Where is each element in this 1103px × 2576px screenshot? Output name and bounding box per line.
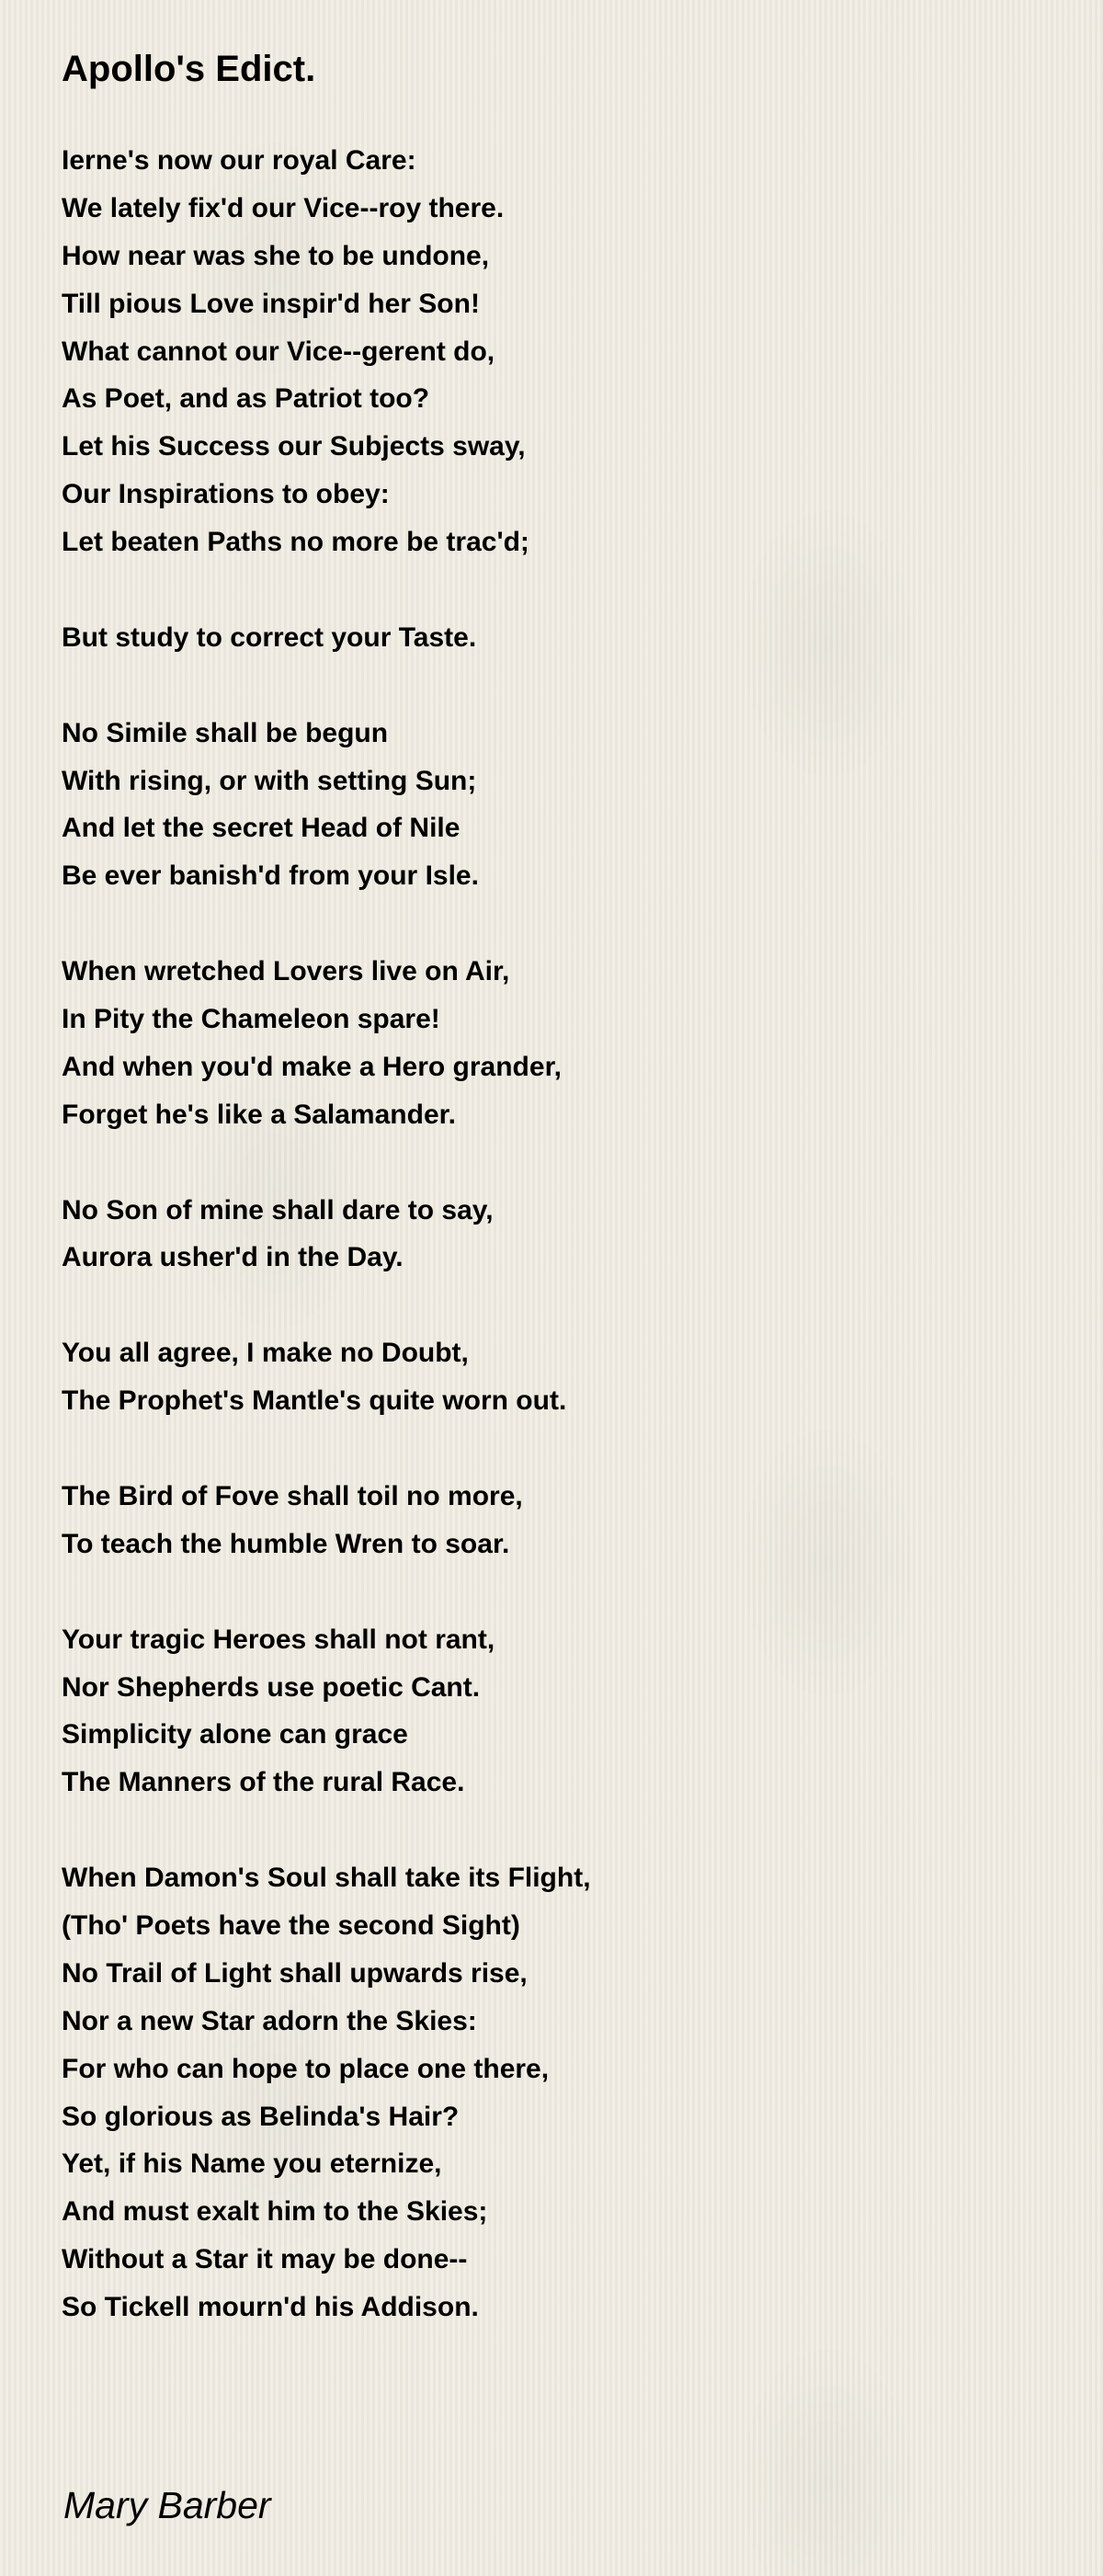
poem-line: Yet, if his Name you eternize, [62, 2149, 442, 2180]
poem-title: Apollo's Edict. [62, 49, 316, 89]
stanza-break [62, 566, 1073, 614]
poem-line: No Trail of Light shall upwards rise, [62, 1957, 528, 1989]
poem-body [62, 137, 1073, 2331]
poem-line: Nor a new Star adorn the Skies: [62, 2005, 477, 2036]
poem-line: Without a Star it may be done-- [62, 2244, 468, 2275]
stanza-break [62, 662, 1073, 710]
poem-line: As Poet, and as Patriot too? [62, 383, 430, 415]
poem-line: And when you'd make a Hero grander, [62, 1051, 562, 1082]
poem-line: And let the secret Head of Nile [62, 813, 461, 844]
poem-line: With rising, or with setting Sun; [62, 765, 477, 796]
stanza-break [62, 1807, 1073, 1854]
stanza-break [62, 1139, 1073, 1187]
poem-line: Ierne's now our royal Care: [62, 145, 416, 176]
poem-line: When Damon's Soul shall take its Flight, [62, 1863, 591, 1894]
poem-line: What cannot our Vice--gerent do, [62, 336, 495, 367]
poem-line: Our Inspirations to obey: [62, 479, 390, 510]
poem-line: Let beaten Paths no more be trac'd; [62, 527, 529, 558]
poem-line: Forget he's like a Salamander. [62, 1099, 456, 1130]
poem-line: But study to correct your Taste. [62, 621, 477, 653]
poem-line: How near was she to be undone, [62, 240, 490, 271]
poem-line: We lately fix'd our Vice--roy there. [62, 192, 505, 223]
poem-line: Your tragic Heroes shall not rant, [62, 1624, 495, 1655]
poem-line: For who can hope to place one there, [62, 2053, 550, 2084]
poem-line: Simplicity alone can grace [62, 1719, 408, 1750]
poem-line: The Prophet's Mantle's quite worn out. [62, 1385, 567, 1417]
poem-line: To teach the humble Wren to soar. [62, 1528, 510, 1559]
poem-line: When wretched Lovers live on Air, [62, 956, 510, 987]
poem-line: Be ever banish'd from your Isle. [62, 861, 479, 892]
stanza-break [62, 900, 1073, 948]
poem-line: No Simile shall be begun [62, 717, 389, 748]
poem-line: Till pious Love inspir'd her Son! [62, 288, 480, 319]
poem-line: Let his Success our Subjects sway, [62, 431, 526, 462]
stanza-break [62, 1568, 1073, 1616]
poem-line: The Bird of Fove shall toil no more, [62, 1480, 523, 1511]
stanza-break [62, 1282, 1073, 1329]
poem-line: So glorious as Belinda's Hair? [62, 2101, 460, 2132]
poem-author: Mary Barber [63, 2484, 271, 2526]
poem-line: (Tho' Poets have the second Sight) [62, 1909, 520, 1941]
poem-line: No Son of mine shall dare to say, [62, 1194, 494, 1225]
poem-line: You all agree, I make no Doubt, [62, 1338, 469, 1369]
stanza-break [62, 1425, 1073, 1473]
poem-line: So Tickell mourn'd his Addison. [62, 2292, 479, 2323]
poem-line: In Pity the Chameleon spare! [62, 1004, 440, 1035]
poem-line: And must exalt him to the Skies; [62, 2196, 488, 2228]
poem-line: The Manners of the rural Race. [62, 1767, 465, 1798]
poem-line: Nor Shepherds use poetic Cant. [62, 1671, 481, 1703]
poem-line: Aurora usher'd in the Day. [62, 1242, 404, 1273]
